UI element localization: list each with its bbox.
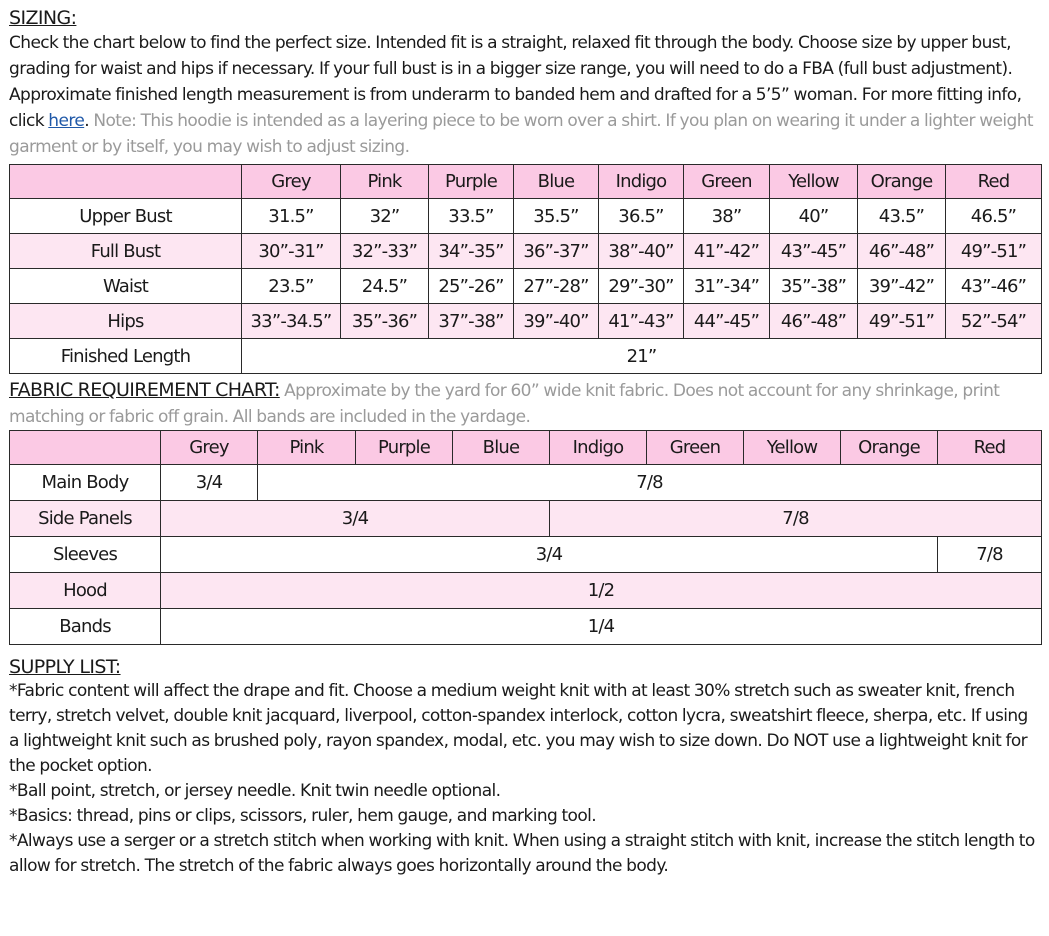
table-row — [10, 573, 1042, 609]
table-row — [10, 501, 1042, 537]
fabric-heading: FABRIC REQUIREMENT CHART: — [9, 379, 280, 401]
table-cell: 35.5” — [514, 199, 599, 234]
table-cell: 40” — [770, 199, 858, 234]
table-cell: 43.5” — [858, 199, 946, 234]
fabric-paragraph — [9, 378, 1041, 430]
table-row — [10, 304, 1042, 339]
row-label-upper-bust: Upper Bust — [10, 199, 242, 234]
row-label-waist: Waist — [10, 269, 242, 304]
row-label-finished-length: Finished Length — [10, 339, 242, 374]
sizing-section — [9, 6, 1041, 160]
fabric-text: Approximate by the yard for 60” wide knit fabric. Does not account for any shrinkage, print matching or fabric off grain. All bands are included in the yardage. — [9, 381, 1000, 427]
table-cell: 43”-46” — [946, 269, 1042, 304]
row-label-hood: Hood — [10, 573, 161, 609]
table-cell: 37”-38” — [429, 304, 514, 339]
supply-section — [9, 655, 1041, 879]
size-col-pink: Pink — [341, 165, 429, 199]
fabric-col-purple: Purple — [356, 431, 453, 465]
table-cell: 1/4 — [161, 609, 1042, 645]
table-cell: 3/4 — [161, 501, 550, 537]
fabric-section — [9, 378, 1041, 430]
size-col-purple: Purple — [429, 165, 514, 199]
fabric-col-pink: Pink — [258, 431, 356, 465]
size-col-red: Red — [946, 165, 1042, 199]
table-cell: 46”-48” — [770, 304, 858, 339]
table-row — [10, 537, 1042, 573]
table-row — [10, 269, 1042, 304]
size-col-indigo: Indigo — [599, 165, 684, 199]
size-col-orange: Orange — [858, 165, 946, 199]
fabric-col-blue: Blue — [453, 431, 550, 465]
fabric-col-grey: Grey — [161, 431, 258, 465]
table-cell: 46.5” — [946, 199, 1042, 234]
pattern-page — [9, 6, 1041, 879]
table-cell: 39”-42” — [858, 269, 946, 304]
table-row — [10, 199, 1042, 234]
table-cell: 24.5” — [341, 269, 429, 304]
table-cell: 27”-28” — [514, 269, 599, 304]
row-label-main-body: Main Body — [10, 465, 161, 501]
size-chart — [9, 164, 1042, 374]
table-row — [10, 234, 1042, 269]
size-col-green: Green — [684, 165, 770, 199]
row-label-hips: Hips — [10, 304, 242, 339]
table-cell: 46”-48” — [858, 234, 946, 269]
row-label-full-bust: Full Bust — [10, 234, 242, 269]
fabric-col-yellow: Yellow — [744, 431, 841, 465]
sizing-text-end: . — [84, 111, 90, 131]
row-label-sleeves: Sleeves — [10, 537, 161, 573]
sizing-note: Note: This hoodie is intended as a layering piece to be worn over a shirt. If you plan on wearing it under a lighter weight garment or by itself, you may wish to adjust sizing. — [9, 111, 1033, 157]
finished-length-value: 21” — [242, 339, 1042, 374]
size-col-blue: Blue — [514, 165, 599, 199]
fabric-col-orange: Orange — [841, 431, 938, 465]
table-cell: 36.5” — [599, 199, 684, 234]
table-cell: 52”-54” — [946, 304, 1042, 339]
table-cell: 36”-37” — [514, 234, 599, 269]
sizing-text: Check the chart below to find the perfect size. Intended fit is a straight, relaxed fit through the body. Choose size by upper bust, grading for waist and hips if necessary. If your full bust is in a bigger size range, you will need to do a FBA (full bust adjustment). Approximate finished length measurement is from underarm to banded hem and drafted for a 5’5” woman. For more fitting info, click — [9, 33, 1022, 131]
table-row — [10, 465, 1042, 501]
sizing-heading: SIZING: — [9, 7, 77, 29]
row-label-bands: Bands — [10, 609, 161, 645]
fabric-col-red: Red — [938, 431, 1042, 465]
table-cell: 1/2 — [161, 573, 1042, 609]
table-cell: 35”-38” — [770, 269, 858, 304]
supply-item: *Always use a serger or a stretch stitch when working with knit. When using a straight stitch with knit, increase the stitch length to allow for stretch. The stretch of the fabric always goes horizontally around the body. — [9, 831, 1035, 876]
table-cell: 32”-33” — [341, 234, 429, 269]
table-cell: 38”-40” — [599, 234, 684, 269]
table-cell: 49”-51” — [858, 304, 946, 339]
table-cell: 7/8 — [258, 465, 1042, 501]
table-cell: 35”-36” — [341, 304, 429, 339]
table-cell: 25”-26” — [429, 269, 514, 304]
table-cell: 23.5” — [242, 269, 341, 304]
table-cell: 3/4 — [161, 465, 258, 501]
fitting-info-link[interactable]: here — [48, 111, 85, 131]
row-label-side-panels: Side Panels — [10, 501, 161, 537]
size-chart-corner — [10, 165, 242, 199]
table-cell: 41”-43” — [599, 304, 684, 339]
table-row — [10, 339, 1042, 374]
fabric-chart — [9, 430, 1042, 645]
supply-item: *Ball point, stretch, or jersey needle. Knit twin needle optional. — [9, 781, 501, 801]
table-cell: 7/8 — [550, 501, 1042, 537]
fabric-col-green: Green — [647, 431, 744, 465]
table-cell: 43”-45” — [770, 234, 858, 269]
table-cell: 30”-31” — [242, 234, 341, 269]
table-cell: 39”-40” — [514, 304, 599, 339]
fabric-col-indigo: Indigo — [550, 431, 647, 465]
table-cell: 49”-51” — [946, 234, 1042, 269]
sizing-paragraph — [9, 30, 1041, 160]
table-cell: 41”-42” — [684, 234, 770, 269]
table-cell: 38” — [684, 199, 770, 234]
supply-item: *Basics: thread, pins or clips, scissors, ruler, hem gauge, and marking tool. — [9, 806, 597, 826]
table-cell: 31”-34” — [684, 269, 770, 304]
fabric-chart-corner — [10, 431, 161, 465]
table-cell: 3/4 — [161, 537, 938, 573]
supply-item: *Fabric content will affect the drape and fit. Choose a medium weight knit with at least 30% stretch such as sweater knit, french terry, stretch velvet, double knit jacquard, liverpool, cotton-spandex interlock, cotton lycra, sweatshirt fleece, sherpa, etc. If using a lightweight knit such as brushed poly, rayon spandex, modal, etc. you may wish to size down. Do NOT use a lightweight knit for the pocket option. — [9, 681, 1028, 776]
table-cell: 33”-34.5” — [242, 304, 341, 339]
supply-heading: SUPPLY LIST: — [9, 656, 121, 678]
table-cell: 34”-35” — [429, 234, 514, 269]
table-cell: 33.5” — [429, 199, 514, 234]
table-cell: 7/8 — [938, 537, 1042, 573]
table-row — [10, 609, 1042, 645]
table-cell: 32” — [341, 199, 429, 234]
table-cell: 29”-30” — [599, 269, 684, 304]
table-cell: 31.5” — [242, 199, 341, 234]
size-col-grey: Grey — [242, 165, 341, 199]
table-cell: 44”-45” — [684, 304, 770, 339]
size-col-yellow: Yellow — [770, 165, 858, 199]
